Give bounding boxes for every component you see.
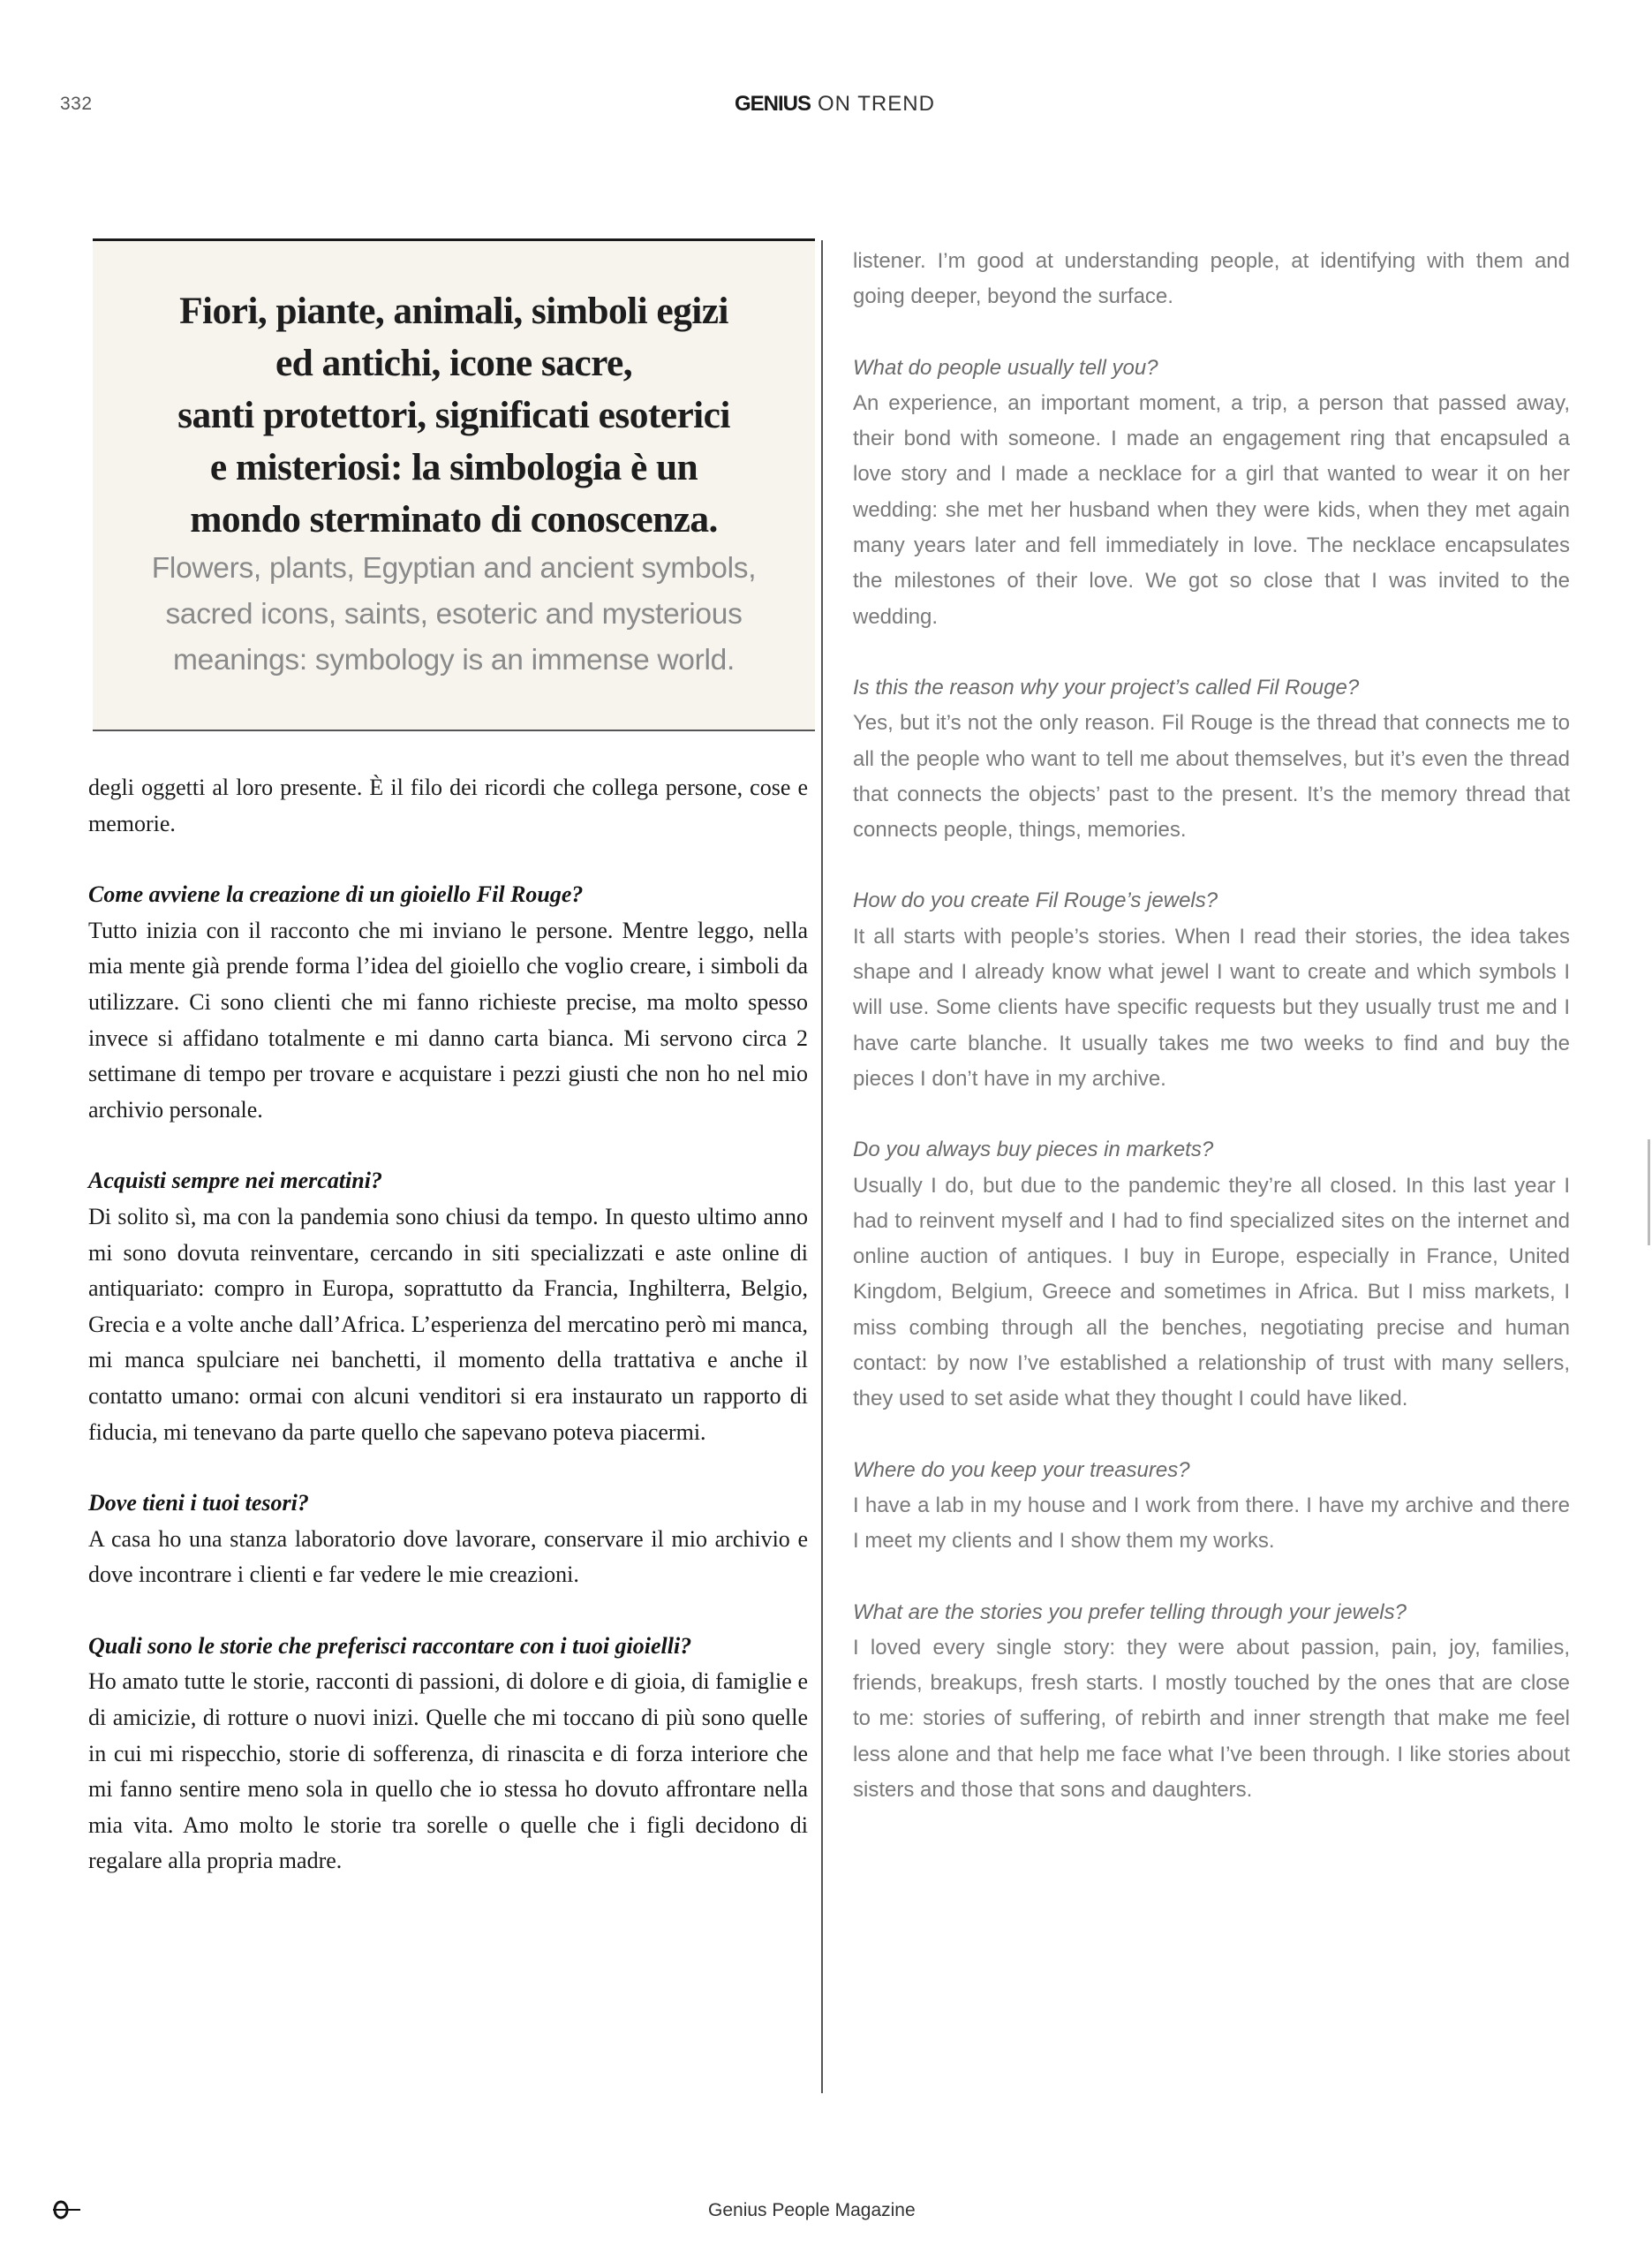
page-edge-mark bbox=[1648, 1139, 1650, 1245]
qa-item bbox=[88, 1163, 808, 1450]
interview-answer: I loved every single story: they were about passion, pain, joy, families, friends, breakups, fresh starts. I mostly touched by the ones that are close to me: stories of suffering, of rebirth and inner strength that make me feel less alone and that help me face what I’ve been through. I like stories about sisters and those that sons and daughters. bbox=[853, 1635, 1570, 1802]
interview-answer: I have a lab in my house and I work from there. I have my archive and there I meet my clients and I show them my works. bbox=[853, 1493, 1570, 1554]
qa-item bbox=[88, 1486, 808, 1593]
italian-intro-paragraph: degli oggetti al loro presente. È il filo dei ricordi che collega persone, cose e memorie. bbox=[88, 775, 808, 836]
pull-quote-italian-line: e misteriosi: la simbologia è un bbox=[209, 446, 698, 488]
pull-quote-italian-line: santi protettori, significati esoterici bbox=[177, 394, 730, 436]
interview-answer: It all starts with people’s stories. When I read their stories, the idea takes shape and I already know what jewel I want to create and which symbols I will use. Some clients have specific requests but they usually trust me and I have carte blanche. It usually takes me two weeks to find and buy the pieces I don’t have in my archive. bbox=[853, 924, 1570, 1091]
italian-column bbox=[88, 770, 808, 1915]
interview-question: What do people usually tell you? bbox=[853, 355, 1158, 380]
qa-item bbox=[853, 1132, 1570, 1417]
pull-quote-english-line: meanings: symbology is an immense world. bbox=[173, 644, 735, 677]
pull-quote-english bbox=[102, 546, 806, 684]
interview-question: What are the stories you prefer telling through your jewels? bbox=[853, 1599, 1407, 1624]
interview-question: Acquisti sempre nei mercatini? bbox=[88, 1168, 382, 1194]
qa-item bbox=[853, 883, 1570, 1097]
column-divider bbox=[821, 240, 823, 2093]
interview-question: Do you always buy pieces in markets? bbox=[853, 1138, 1214, 1162]
interview-answer: Di solito sì, ma con la pandemia sono chiusi da tempo. In questo ultimo anno mi sono dovuta reinventare, cercando in siti specializzati e aste online di antiquariato: compro in Europa, soprattutto da Francia, Inghilterra, Belgio, Grecia e a volte anche dall’Africa. L’esperienza del mercatino però mi manca, mi manca spulciare nei banchetti, il momento della trattativa e anche il contatto umano: ormai con alcuni venditori si era instaurato un rapporto di fiducia, mi tenevano da parte quello che sapevano poteva piacermi. bbox=[88, 1203, 808, 1445]
interview-answer: Usually I do, but due to the pandemic they’re all closed. In this last year I had to reinvent myself and I had to find specialized sites on the internet and online auction of antiques. I buy in Europe, especially in France, United Kingdom, Belgium, Greece and sometimes in Africa. But I miss markets, I miss combing through all the benches, negotiating precise and human contact: by now I’ve established a relationship of trust with many sellers, they used to set aside what they thought I could have liked. bbox=[853, 1173, 1570, 1411]
interview-answer: Tutto inizia con il racconto che mi inviano le persone. Mentre leggo, nella mia mente già prende forma l’idea del gioiello che voglio creare, i simboli da utilizzare. Ci sono clienti che mi fanno richieste precise, ma molto spesso invece si affidano totalmente e mi danno carta bianca. Mi servono circa 2 settimane di tempo per trovare e acquistare i pezzi giusti che non ho nel mio archivio personale. bbox=[88, 917, 808, 1123]
qa-item bbox=[88, 1629, 808, 1879]
page-number: 332 bbox=[60, 94, 93, 114]
qa-item bbox=[853, 670, 1570, 848]
italian-intro-block bbox=[88, 770, 808, 842]
qa-item bbox=[853, 1595, 1570, 1809]
qa-item bbox=[853, 351, 1570, 635]
pull-quote-italian-line: mondo sterminato di conoscenza. bbox=[190, 498, 718, 541]
interview-question: Is this the reason why your project’s called Fil Rouge? bbox=[853, 675, 1360, 699]
circle-line-icon bbox=[49, 2199, 102, 2220]
pull-quote-english-line: Flowers, plants, Egyptian and ancient symbols, bbox=[151, 552, 757, 585]
interview-question: How do you create Fil Rouge’s jewels? bbox=[853, 889, 1218, 913]
pull-quote-italian-line: ed antichi, icone sacre, bbox=[275, 342, 633, 384]
interview-answer: Yes, but it’s not the only reason. Fil Rouge is the thread that connects me to all the people who want to tell me about themselves, but it’s even the thread that connects the objects’ past to the present. It’s the memory thread that connects people, things, memories. bbox=[853, 711, 1570, 843]
english-intro-block bbox=[853, 244, 1570, 315]
english-intro-paragraph: listener. I’m good at understanding people, at identifying with them and going deeper, beyond the surface. bbox=[853, 249, 1570, 309]
interview-question: Quali sono le storie che preferisci raccontare con i tuoi gioielli? bbox=[88, 1632, 692, 1659]
pull-quote bbox=[93, 238, 815, 731]
pull-quote-italian-line: Fiori, piante, animali, simboli egizi bbox=[179, 290, 728, 332]
interview-answer: A casa ho una stanza laboratorio dove lavorare, conservare il mio archivio e dove incontrare i clienti e far vedere le mie creazioni. bbox=[88, 1525, 808, 1588]
interview-question: Where do you keep your treasures? bbox=[853, 1457, 1190, 1482]
interview-answer: An experience, an important moment, a trip, a person that passed away, their bond with someone. I made an engagement ring that encapsuled a love story and I made a necklace for a girl that wanted to wear it on her wedding: she met her husband when they were kids, when they met again many years later and fell immediately in love. The necklace encapsulates the milestones of their love. We got so close that I was invited to the wedding. bbox=[853, 390, 1570, 629]
brand-name: GENIUS bbox=[735, 92, 811, 116]
qa-item bbox=[88, 877, 808, 1128]
interview-answer: Ho amato tutte le storie, racconti di passioni, di dolore e di gioia, di famiglie e di amicizie, di rotture o nuovi inizi. Quelle che mi toccano di più sono quelle in cui mi rispecchio, storie di sofferenza, di rinascita e di forza interiore che mi fanno sentire meno sola in quello che io stessa ho dovuto affrontare nella mia vita. Amo molto le storie tra sorelle o quelle che i figli decidono di regalare alla propria madre. bbox=[88, 1668, 808, 1874]
pull-quote-italian bbox=[110, 285, 797, 546]
qa-item bbox=[853, 1453, 1570, 1560]
interview-question: Dove tieni i tuoi tesori? bbox=[88, 1490, 309, 1516]
interview-question: Come avviene la creazione di un gioiello Fil Rouge? bbox=[88, 881, 584, 908]
section-name: ON TREND bbox=[818, 92, 935, 116]
english-column bbox=[853, 244, 1570, 1843]
running-header bbox=[735, 92, 935, 117]
pull-quote-english-line: sacred icons, saints, esoteric and mysterious bbox=[165, 598, 743, 631]
magazine-name: Genius People Magazine bbox=[708, 2200, 916, 2220]
